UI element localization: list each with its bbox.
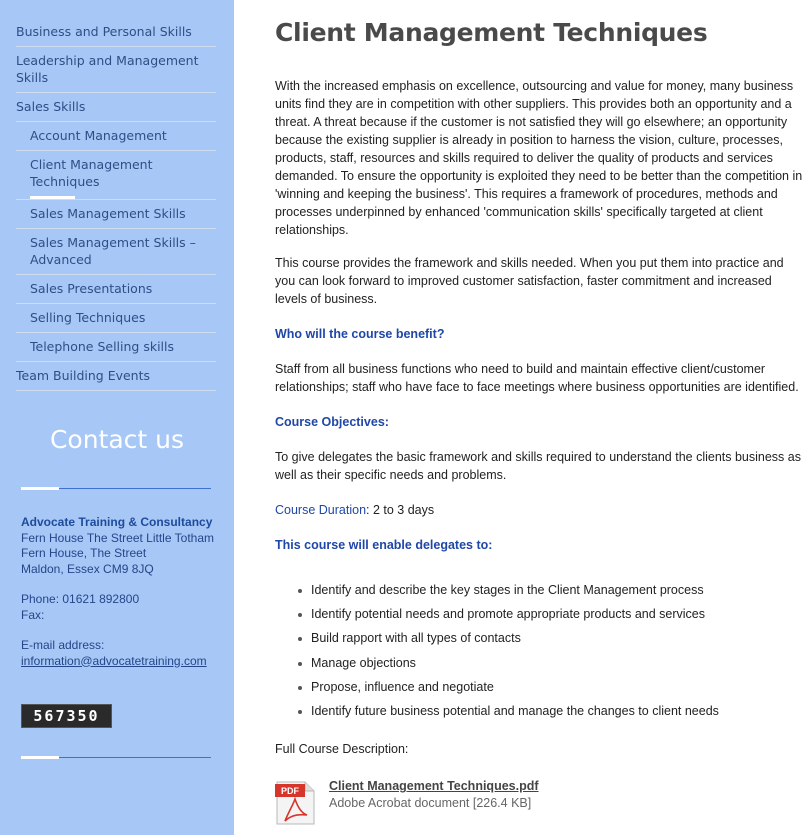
active-indicator	[30, 196, 75, 199]
objectives-list	[275, 578, 719, 723]
page-title: Client Management Techniques	[275, 18, 708, 47]
address-line: Maldon, Essex CM9 8JQ	[21, 561, 154, 576]
nav-business-personal-skills[interactable]: Business and Personal Skills	[16, 18, 216, 47]
duration-label: Course Duration	[275, 503, 367, 517]
enable-heading: This course will enable delegates to:	[275, 538, 493, 552]
email-label: E-mail address:	[21, 638, 105, 652]
nav-sales-management-skills[interactable]: Sales Management Skills	[16, 200, 216, 229]
full-description-label: Full Course Description:	[275, 742, 409, 756]
objectives-paragraph: To give delegates the basic framework and skills required to understand the clients business as well as their specific needs and problems.	[275, 450, 801, 482]
pdf-file-info: Adobe Acrobat document [226.4 KB]	[329, 796, 532, 810]
list-item: Identify potential needs and promote appropriate products and services	[275, 602, 719, 626]
intro-paragraph: With the increased emphasis on excellence, outsourcing and value for money, many business units find they are in competition with other suppliers. This provides both an opportunity and a threat. A threat because if the customer is not satisfied they will go elsewhere; an opportunity because the existing supplier is already in position to harness the vision, culture, processes, products, staff, resources and skills required to deliver the quality of products and services demanded. To ensure the opportunity is exploited they need to be better than the competition in 'winning and keeping the business'. This requires a framework of procedures, methods and processes underpinned by enhanced 'communication skills' specifically targeted at client relationships.	[275, 79, 803, 237]
nav-team-building-events[interactable]: Team Building Events	[16, 362, 216, 391]
contact-address	[21, 515, 231, 669]
course-duration	[275, 501, 434, 519]
objectives-heading: Course Objectives:	[275, 415, 389, 429]
pdf-download-link[interactable]: Client Management Techniques.pdf	[329, 779, 539, 793]
divider	[21, 488, 211, 489]
pdf-icon[interactable]	[275, 781, 315, 825]
company-name: Advocate Training & Consultancy	[21, 515, 213, 529]
phone-number: Phone: 01621 892800	[21, 592, 140, 606]
benefit-heading: Who will the course benefit?	[275, 327, 445, 341]
pdf-icon-label: PDF	[281, 786, 299, 796]
address-line: Fern House, The Street	[21, 546, 147, 560]
nav-sales-management-skills-advanced[interactable]: Sales Management Skills – Advanced	[16, 229, 216, 275]
framework-paragraph: This course provides the framework and skills needed. When you put them into practice and you can look forward to improved customer satisfaction, faster commitment and increased levels of business.	[275, 256, 784, 306]
nav-telephone-selling-skills[interactable]: Telephone Selling skills	[16, 333, 216, 362]
sidebar	[0, 0, 234, 835]
nav-leadership-management-skills[interactable]: Leadership and Management Skills	[16, 47, 216, 93]
fax-number: Fax:	[21, 607, 45, 622]
list-item: Identify future business potential and manage the changes to client needs	[275, 699, 719, 723]
sidebar-nav	[16, 18, 216, 391]
benefit-paragraph: Staff from all business functions who need to build and maintain effective client/customer relationships; staff who have face to face meetings where business opportunities are identified.	[275, 362, 799, 394]
counter-value: 567350	[33, 707, 100, 725]
nav-sales-skills[interactable]: Sales Skills	[16, 93, 216, 122]
nav-client-management-techniques[interactable]: Client Management Techniques	[16, 151, 216, 200]
nav-account-management[interactable]: Account Management	[16, 122, 216, 151]
list-item: Manage objections	[275, 651, 719, 675]
nav-sales-presentations[interactable]: Sales Presentations	[16, 275, 216, 304]
contact-heading: Contact us	[49, 425, 185, 454]
nav-selling-techniques[interactable]: Selling Techniques	[16, 304, 216, 333]
address-line: Fern House The Street Little Totham	[21, 530, 214, 545]
list-item: Propose, influence and negotiate	[275, 675, 719, 699]
visitor-counter	[21, 704, 112, 728]
duration-value: : 2 to 3 days	[366, 503, 435, 517]
list-item: Build rapport with all types of contacts	[275, 626, 719, 650]
list-item: Identify and describe the key stages in the Client Management process	[275, 578, 719, 602]
divider	[21, 757, 211, 758]
email-link[interactable]: information@advocatetraining.com	[21, 653, 207, 668]
